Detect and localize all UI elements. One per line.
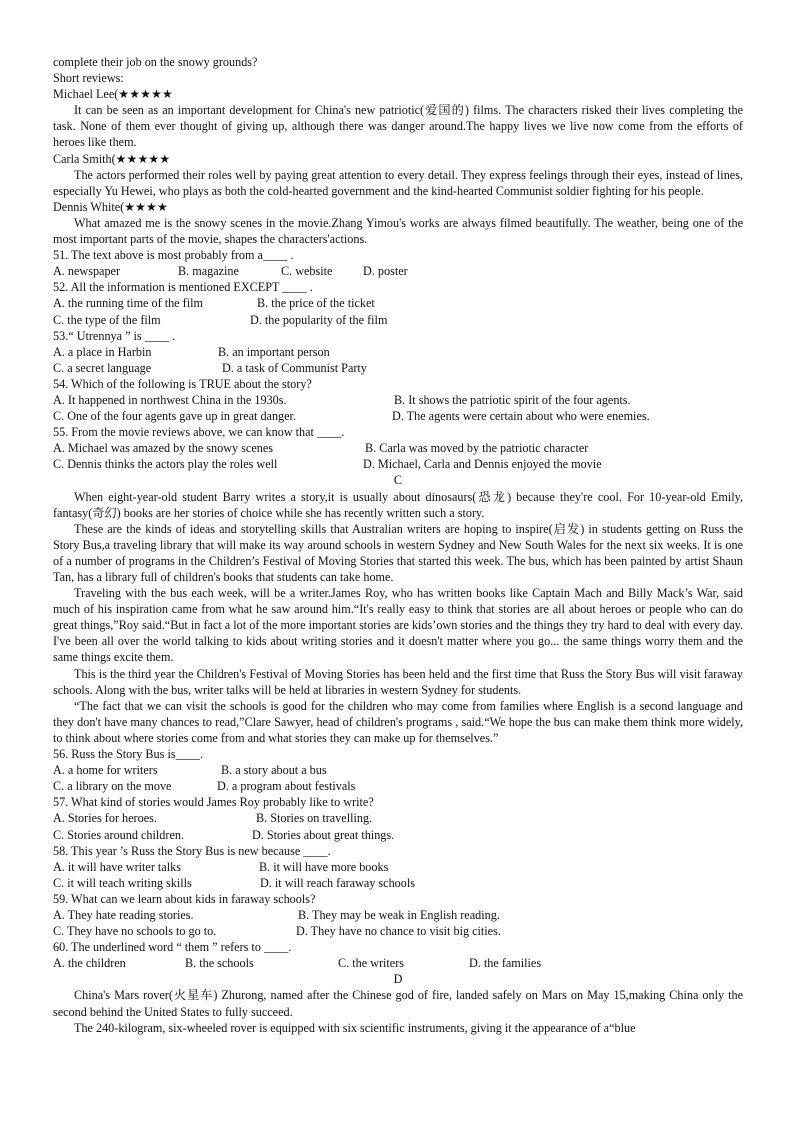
option-row (53, 295, 743, 311)
option-row (53, 810, 743, 826)
passage-paragraph: “The fact that we can visit the schools is good for the children who may come from families where English is a second language and they don't have many chances to read,”Clare Sawyer, head of children's programs , said.“We hope the bus can make them think more widely, to think about where stories come from and what stories they can make up for themselves.” (53, 698, 743, 745)
option-row (53, 344, 743, 360)
option: A. Stories for heroes. (53, 811, 157, 826)
option-row (53, 778, 743, 794)
option: B. it will have more books (259, 859, 389, 874)
option: D. a program about festivals (217, 779, 356, 794)
question-stem: 51. The text above is most probably from a____ . (53, 248, 294, 263)
option: C. website (281, 264, 333, 279)
question-stem: 56. Russ the Story Bus is____. (53, 747, 203, 762)
option-row (53, 875, 743, 891)
option-row (53, 923, 743, 939)
reviewer-name: Carla Smith(★★★★★ (53, 151, 171, 166)
question-stem: 53.“ Utrennya ” is ____ . (53, 328, 176, 343)
option: B. the schools (185, 956, 254, 971)
question-stem: 57. What kind of stories would James Roy probably like to write? (53, 795, 374, 810)
section-label: C (393, 473, 403, 488)
option: C. the type of the film (53, 312, 161, 327)
option-row (53, 408, 743, 424)
option: D. the families (469, 956, 542, 971)
review-text: It can be seen as an important development for China's new patriotic(爱国的) films. The characters risked their lives completing the task. None of them ever thought of giving up, although there was danger around.The happy lives we live now come from the efforts of heroes like them. (53, 103, 743, 150)
question-stem: 58. This year ’s Russ the Story Bus is new because ____. (53, 843, 331, 858)
option: D. Michael, Carla and Dennis enjoyed the movie (363, 457, 602, 472)
option: C. Dennis thinks the actors play the roles well (53, 457, 278, 472)
option: C. a secret language (53, 360, 152, 375)
option: A. a home for writers (53, 763, 158, 778)
option: C. They have no schools to go to. (53, 924, 217, 939)
question-stem: 55. From the movie reviews above, we can know that ____. (53, 425, 345, 440)
passage-paragraph: The 240-kilogram, six-wheeled rover is equipped with six scientific instruments, giving it the appearance of a“blue (74, 1020, 636, 1035)
option: D. a task of Communist Party (222, 360, 367, 375)
reviewer-name: Michael Lee(★★★★★ (53, 87, 173, 102)
option: D. the popularity of the film (250, 312, 388, 327)
option: A. newspaper (53, 264, 121, 279)
option: D. it will reach faraway schools (260, 875, 415, 890)
option: B. It shows the patriotic spirit of the four agents. (394, 392, 631, 407)
review-text: The actors performed their roles well by paying great attention to every detail. They express feelings through their eyes, instead of lines, especially Yu Hewei, who plays as both the cold-hearted government and the kind-hearted Communist soldier fighting for his people. (53, 167, 743, 198)
option: C. Stories around children. (53, 827, 184, 842)
option: C. it will teach writing skills (53, 875, 192, 890)
option: D. The agents were certain about who were enemies. (392, 409, 650, 424)
document-page (53, 54, 743, 1036)
option: A. a place in Harbin (53, 344, 152, 359)
passage-paragraph: These are the kinds of ideas and storytelling skills that Australian writers are hoping to inspire(启发) in students getting on Russ the Story Bus,a traveling library that will make its way around schools in western Sydney and New South Wales for the next six weeks. It is one of a number of programs in the Children’s Festival of Moving Stories that started this week. The bus, which has been painted by artist Shaun Tan, has a library full of children's books that students can take home. (53, 521, 743, 584)
option-row (53, 312, 743, 328)
option: B. Carla was moved by the patriotic character (365, 441, 589, 456)
passage-paragraph: China's Mars rover(火星车) Zhurong, named after the Chinese god of fire, landed safely on Mars on May 15,making China only the second behind the United States to fully succeed. (53, 988, 743, 1019)
option-row (53, 859, 743, 875)
option: C. the writers (338, 956, 405, 971)
question-stem: 54. Which of the following is TRUE about the story? (53, 376, 312, 391)
option-row (53, 440, 743, 456)
option: A. the running time of the film (53, 296, 203, 311)
question-stem: 59. What can we learn about kids in faraway schools? (53, 891, 316, 906)
option-row (53, 360, 743, 376)
review-text: What amazed me is the snowy scenes in the movie.Zhang Yimou's works are always filmed beautifully. The weather, being one of the most important parts of the movie, shapes the characters'actions. (53, 215, 743, 247)
passage-paragraph: This is the third year the Children's Festival of Moving Stories has been held and the first time that Russ the Story Bus will visit faraway schools. Along with the bus, writer talks will be held at libraries in western Sydney for students. (53, 666, 743, 697)
option-row (53, 456, 743, 472)
passage-paragraph: When eight-year-old student Barry writes a story,it is usually about dinosaurs(恐龙) because they're cool. For 10-year-old Emily, fantasy(奇幻) books are her stories of choice while she has recently written such a story. (53, 489, 743, 520)
reviews-heading: Short reviews: (53, 71, 124, 86)
option: B. magazine (178, 264, 239, 279)
option-row (53, 392, 743, 408)
option: B. an important person (218, 344, 330, 359)
option: B. They may be weak in English reading. (298, 907, 500, 922)
section-label: D (393, 972, 403, 987)
option-row (53, 762, 743, 778)
option: A. the children (53, 956, 126, 971)
option: D. poster (363, 264, 408, 279)
option: C. a library on the move (53, 779, 172, 794)
option: C. One of the four agents gave up in great danger. (53, 409, 296, 424)
option-row (53, 263, 743, 279)
option: A. They hate reading stories. (53, 907, 194, 922)
question-tail: complete their job on the snowy grounds? (53, 55, 258, 69)
option: B. a story about a bus (221, 763, 327, 778)
question-stem: 52. All the information is mentioned EXCEPT ____ . (53, 280, 313, 295)
option-row (53, 907, 743, 923)
option: D. They have no chance to visit big cities. (296, 924, 501, 939)
option: A. it will have writer talks (53, 859, 181, 874)
option-row (53, 827, 743, 843)
question-stem: 60. The underlined word “ them ” refers to ____. (53, 940, 292, 955)
option: B. Stories on travelling. (256, 811, 373, 826)
passage-paragraph: Traveling with the bus each week, will be a writer.James Roy, who has written books like Captain Mach and Billy Mack’s War, said much of his inspiration came from what he saw around him.“It's really easy to think that stories are all about heroes or people who can do great things,”Roy said.“But in fact a lot of the more important stories are kids’own stories and the things they try hard to deal with every day. I've been all over the world talking to kids about writing stories and it doesn't matter where you go... the same things worry them and the same things excite them. (53, 586, 743, 665)
option: D. Stories about great things. (252, 827, 395, 842)
option: B. the price of the ticket (257, 296, 375, 311)
option: A. It happened in northwest China in the 1930s. (53, 392, 287, 407)
reviewer-name: Dennis White(★★★★ (53, 199, 168, 214)
option-row (53, 955, 743, 971)
option: A. Michael was amazed by the snowy scenes (53, 441, 273, 456)
